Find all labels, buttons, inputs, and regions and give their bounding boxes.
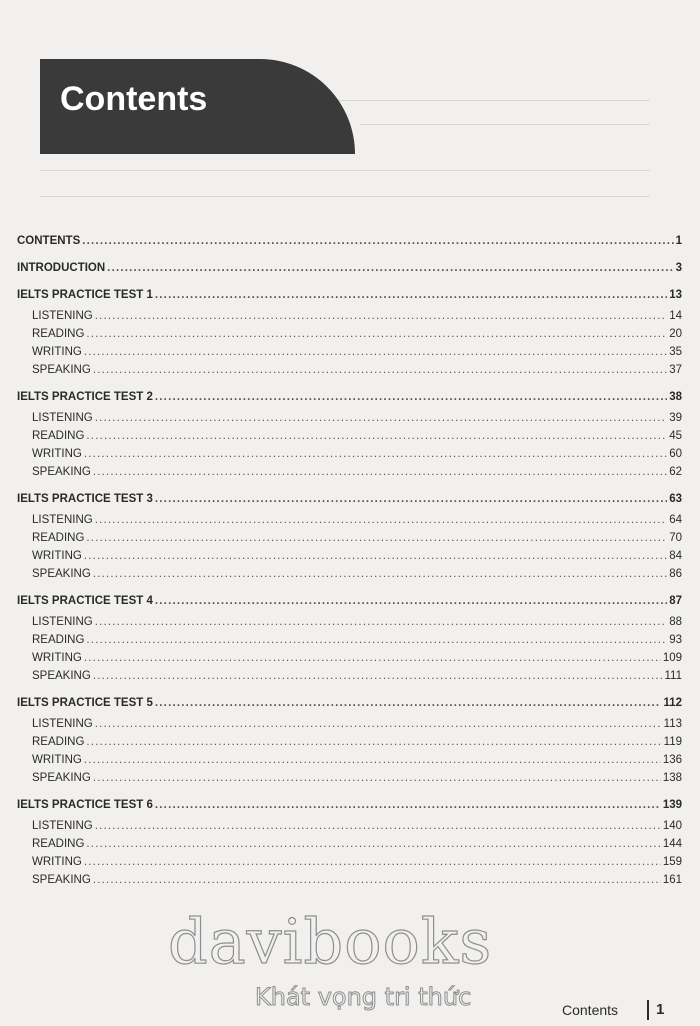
toc-entry-main — [17, 489, 682, 506]
toc-leader-dots — [95, 412, 667, 425]
toc-leader-dots — [84, 346, 667, 359]
toc-entry-label: WRITING — [32, 346, 82, 358]
toc-entry-label: SPEAKING — [32, 568, 91, 580]
toc-entry-label: WRITING — [32, 754, 82, 766]
toc-entry-page: 93 — [669, 634, 682, 646]
toc-leader-dots — [86, 532, 667, 545]
toc-leader-dots — [107, 262, 673, 275]
toc-leader-dots — [155, 391, 667, 404]
toc-entry-page: 45 — [669, 430, 682, 442]
toc-entry-page: 87 — [669, 595, 682, 607]
toc-leader-dots — [95, 616, 667, 629]
toc-entry-sub — [17, 462, 682, 479]
toc-entry-label: WRITING — [32, 550, 82, 562]
toc-entry-label: IELTS PRACTICE TEST 3 — [17, 493, 153, 505]
toc-entry-sub — [17, 714, 682, 731]
toc-entry-label: SPEAKING — [32, 364, 91, 376]
toc-leader-dots — [84, 856, 661, 869]
toc-entry-sub — [17, 648, 682, 665]
toc-entry-label: IELTS PRACTICE TEST 2 — [17, 391, 153, 403]
toc-leader-dots — [93, 364, 667, 377]
toc-leader-dots — [93, 466, 667, 479]
toc-entry-label: LISTENING — [32, 820, 93, 832]
toc-leader-dots — [155, 289, 667, 302]
toc-entry-sub — [17, 750, 682, 767]
publisher-slogan: Khát vọng tri thức — [255, 983, 472, 1011]
toc-entry-page: 161 — [662, 874, 682, 886]
toc-entry-main — [17, 387, 682, 404]
toc-entry-sub — [17, 306, 682, 323]
toc-leader-dots — [84, 754, 661, 767]
toc-leader-dots — [95, 718, 662, 731]
toc-entry-label: LISTENING — [32, 412, 93, 424]
toc-entry-label: READING — [32, 838, 85, 850]
toc-entry-label: READING — [32, 532, 85, 544]
toc-entry-sub — [17, 510, 682, 527]
toc-entry-label: LISTENING — [32, 616, 93, 628]
toc-entry-sub — [17, 870, 682, 887]
toc-entry-sub — [17, 528, 682, 545]
toc-leader-dots — [155, 493, 667, 506]
toc-entry-sub — [17, 444, 682, 461]
toc-entry-main — [17, 231, 682, 248]
toc-entry-page: 113 — [663, 718, 682, 730]
toc-entry-page: 88 — [669, 616, 682, 628]
toc-entry-page: 138 — [662, 772, 682, 784]
toc-entry-page: 119 — [663, 736, 682, 748]
bleed-through-rule — [40, 170, 650, 171]
toc-entry-label: SPEAKING — [32, 466, 91, 478]
toc-leader-dots — [95, 820, 661, 833]
toc-entry-label: READING — [32, 634, 85, 646]
toc-entry-page: 144 — [662, 838, 682, 850]
bleed-through-rule — [40, 196, 650, 197]
toc-entry-main — [17, 693, 682, 710]
toc-leader-dots — [86, 328, 667, 341]
toc-entry-label: SPEAKING — [32, 670, 91, 682]
toc-leader-dots — [86, 736, 661, 749]
toc-leader-dots — [95, 310, 667, 323]
toc-entry-label: WRITING — [32, 856, 82, 868]
toc-entry-page: 62 — [669, 466, 682, 478]
toc-entry-page: 38 — [669, 391, 682, 403]
toc-entry-page: 139 — [662, 799, 682, 811]
toc-entry-page: 37 — [669, 364, 682, 376]
toc-entry-page: 64 — [669, 514, 682, 526]
bleed-through-rule — [360, 124, 650, 125]
toc-entry-main — [17, 285, 682, 302]
running-footer-section: Contents — [562, 1002, 619, 1018]
toc-entry-sub — [17, 666, 682, 683]
toc-leader-dots — [84, 550, 667, 563]
publisher-watermark: davibooks — [168, 905, 493, 978]
toc-entry-label: WRITING — [32, 448, 82, 460]
toc-entry-sub — [17, 324, 682, 341]
toc-leader-dots — [84, 652, 661, 665]
toc-leader-dots — [86, 430, 667, 443]
toc-leader-dots — [155, 595, 667, 608]
page-title: Contents — [60, 80, 208, 118]
toc-entry-label: IELTS PRACTICE TEST 1 — [17, 289, 153, 301]
toc-leader-dots — [93, 874, 661, 887]
toc-entry-label: LISTENING — [32, 310, 93, 322]
toc-entry-sub — [17, 342, 682, 359]
toc-entry-label: CONTENTS — [17, 235, 81, 247]
toc-leader-dots — [86, 838, 660, 851]
toc-leader-dots — [155, 697, 662, 710]
toc-entry-page: 140 — [662, 820, 682, 832]
footer-divider — [647, 1000, 649, 1020]
toc-leader-dots — [93, 670, 663, 683]
toc-entry-main — [17, 258, 682, 275]
toc-entry-page: 20 — [669, 328, 682, 340]
toc-entry-sub — [17, 816, 682, 833]
toc-entry-main — [17, 795, 682, 812]
toc-leader-dots — [93, 772, 661, 785]
toc-entry-sub — [17, 564, 682, 581]
toc-entry-page: 39 — [669, 412, 682, 424]
toc-entry-sub — [17, 834, 682, 851]
toc-entry-page: 13 — [669, 289, 682, 301]
toc-entry-page: 63 — [669, 493, 682, 505]
toc-entry-page: 112 — [663, 697, 682, 709]
toc-leader-dots — [86, 634, 667, 647]
toc-entry-page: 1 — [675, 235, 682, 247]
toc-entry-sub — [17, 768, 682, 785]
toc-entry-label: IELTS PRACTICE TEST 6 — [17, 799, 153, 811]
toc-entry-page: 86 — [669, 568, 682, 580]
page-number: 1 — [656, 1001, 665, 1018]
toc-entry-page: 60 — [669, 448, 682, 460]
toc-entry-label: SPEAKING — [32, 874, 91, 886]
toc-entry-sub — [17, 546, 682, 563]
toc-leader-dots — [82, 235, 673, 248]
toc-leader-dots — [93, 568, 667, 581]
toc-entry-sub — [17, 852, 682, 869]
toc-entry-sub — [17, 612, 682, 629]
toc-entry-label: LISTENING — [32, 514, 93, 526]
toc-entry-sub — [17, 408, 682, 425]
toc-entry-page: 111 — [664, 670, 682, 682]
toc-entry-label: INTRODUCTION — [17, 262, 106, 274]
toc-entry-page: 3 — [675, 262, 682, 274]
toc-leader-dots — [155, 799, 661, 812]
toc-entry-page: 109 — [662, 652, 682, 664]
toc-entry-sub — [17, 426, 682, 443]
toc-entry-label: SPEAKING — [32, 772, 91, 784]
toc-entry-sub — [17, 630, 682, 647]
toc-entry-label: IELTS PRACTICE TEST 4 — [17, 595, 153, 607]
toc-entry-sub — [17, 732, 682, 749]
toc-entry-label: WRITING — [32, 652, 82, 664]
toc-entry-page: 159 — [662, 856, 682, 868]
toc-leader-dots — [84, 448, 667, 461]
toc-entry-sub — [17, 360, 682, 377]
toc-entry-label: IELTS PRACTICE TEST 5 — [17, 697, 153, 709]
toc-entry-page: 84 — [669, 550, 682, 562]
toc-entry-label: READING — [32, 430, 85, 442]
toc-entry-page: 14 — [669, 310, 682, 322]
toc-leader-dots — [95, 514, 667, 527]
toc-entry-label: READING — [32, 736, 85, 748]
toc-entry-main — [17, 591, 682, 608]
toc-entry-label: LISTENING — [32, 718, 93, 730]
toc-entry-page: 70 — [669, 532, 682, 544]
toc-entry-label: READING — [32, 328, 85, 340]
toc-entry-page: 136 — [662, 754, 682, 766]
toc-entry-page: 35 — [669, 346, 682, 358]
